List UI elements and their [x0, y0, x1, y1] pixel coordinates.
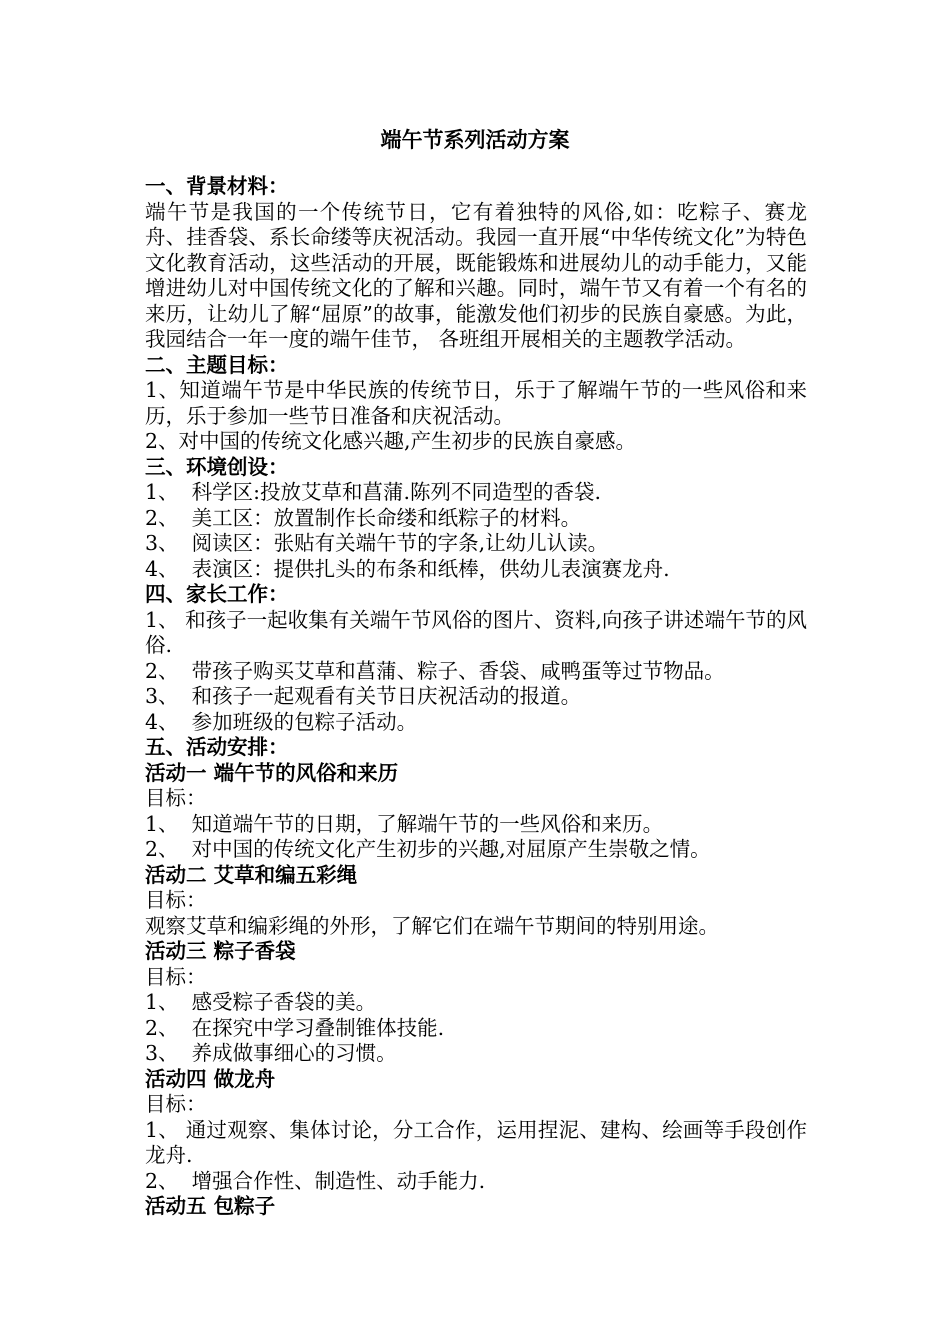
section-heading-activities: 五、活动安排： — [145, 735, 289, 759]
activity-goal-text: 观察艾草和编彩绳的外形，了解它们在端午节期间的特别用途。 — [145, 913, 719, 938]
goal-label: 目标： — [145, 964, 207, 989]
activity-goal-item: 2、 在探究中学习叠制锥体技能. — [145, 1015, 445, 1040]
background-paragraph: 端午节是我国的一个传统节日，它有着独特的风俗,如：吃粽子、赛龙舟、挂香袋、系长命缕等庆祝活动。我园一直开展“中华传统文化”为特色文化教育活动，这些活动的开展，既能锻炼和进展幼儿的动手能力，又能增进幼儿对中国传统文化的了解和兴趣。同时，端午节又有着一个有名的来历，让幼儿了解“屈原”的故事，能激发他们初步的民族自豪感。为此，我园结合一年一度的端午佳节， 各班组开展相关的主题教学活动。 — [145, 199, 807, 351]
section-heading-background: 一、背景材料： — [145, 174, 289, 198]
activity-goal-item: 1、 感受粽子香袋的美。 — [145, 990, 377, 1014]
parents-item: 4、 参加班级的包粽子活动。 — [145, 709, 418, 734]
activity-title: 活动二 艾草和编五彩绳 — [145, 862, 358, 887]
environment-item: 1、 科学区:投放艾草和菖蒲.陈列不同造型的香袋. — [145, 480, 602, 504]
activity-goal-item: 2、 对中国的传统文化产生初步的兴趣,对屈原产生崇敬之情。 — [145, 837, 711, 861]
parents-item: 2、 带孩子购买艾草和菖蒲、粽子、香袋、咸鸭蛋等过节物品。 — [145, 658, 725, 683]
environment-item: 4、 表演区：提供扎头的布条和纸棒，供幼儿表演赛龙舟. — [145, 556, 670, 581]
environment-item: 2、 美工区：放置制作长命缕和纸粽子的材料。 — [145, 505, 582, 530]
goal-label: 目标： — [145, 1092, 207, 1116]
activity-goal-item: 3、 养成做事细心的习惯。 — [145, 1041, 397, 1065]
goal-label: 目标： — [145, 786, 207, 810]
goal-label: 目标： — [145, 888, 207, 912]
document-body — [145, 174, 807, 1220]
activity-goal-item: 1、 知道端午节的日期，了解端午节的一些风俗和来历。 — [145, 811, 664, 836]
section-heading-environment: 三、环境创设： — [145, 454, 289, 479]
goal-item: 1、知道端午节是中华民族的传统节日，乐于了解端午节的一些风俗和来历，乐于参加一些节日准备和庆祝活动。 — [145, 378, 807, 428]
activity-goal-item: 2、 增强合作性、制造性、动手能力. — [145, 1168, 486, 1193]
activity-title: 活动三 粽子香袋 — [145, 939, 296, 963]
section-heading-goals: 二、主题目标： — [145, 352, 289, 377]
parents-item: 3、 和孩子一起观看有关节日庆祝活动的报道。 — [145, 684, 582, 708]
activity-goal-item: 1、 通过观察、集体讨论，分工合作，运用捏泥、建构、绘画等手段创作龙舟. — [145, 1117, 807, 1167]
parents-item: 1、 和孩子一起收集有关端午节风俗的图片、资料,向孩子讲述端午节的风俗. — [145, 607, 807, 657]
goal-item: 2、对中国的传统文化感兴趣,产生初步的民族自豪感。 — [145, 429, 637, 453]
activity-title: 活动一 端午节的风俗和来历 — [145, 760, 399, 785]
section-heading-parents: 四、家长工作： — [145, 582, 289, 606]
document-title: 端午节系列活动方案 — [380, 128, 570, 152]
environment-item: 3、 阅读区：张贴有关端午节的字条,让幼儿认读。 — [145, 531, 609, 555]
activity-title: 活动五 包粽子 — [145, 1194, 276, 1218]
activity-title: 活动四 做龙舟 — [145, 1066, 276, 1091]
